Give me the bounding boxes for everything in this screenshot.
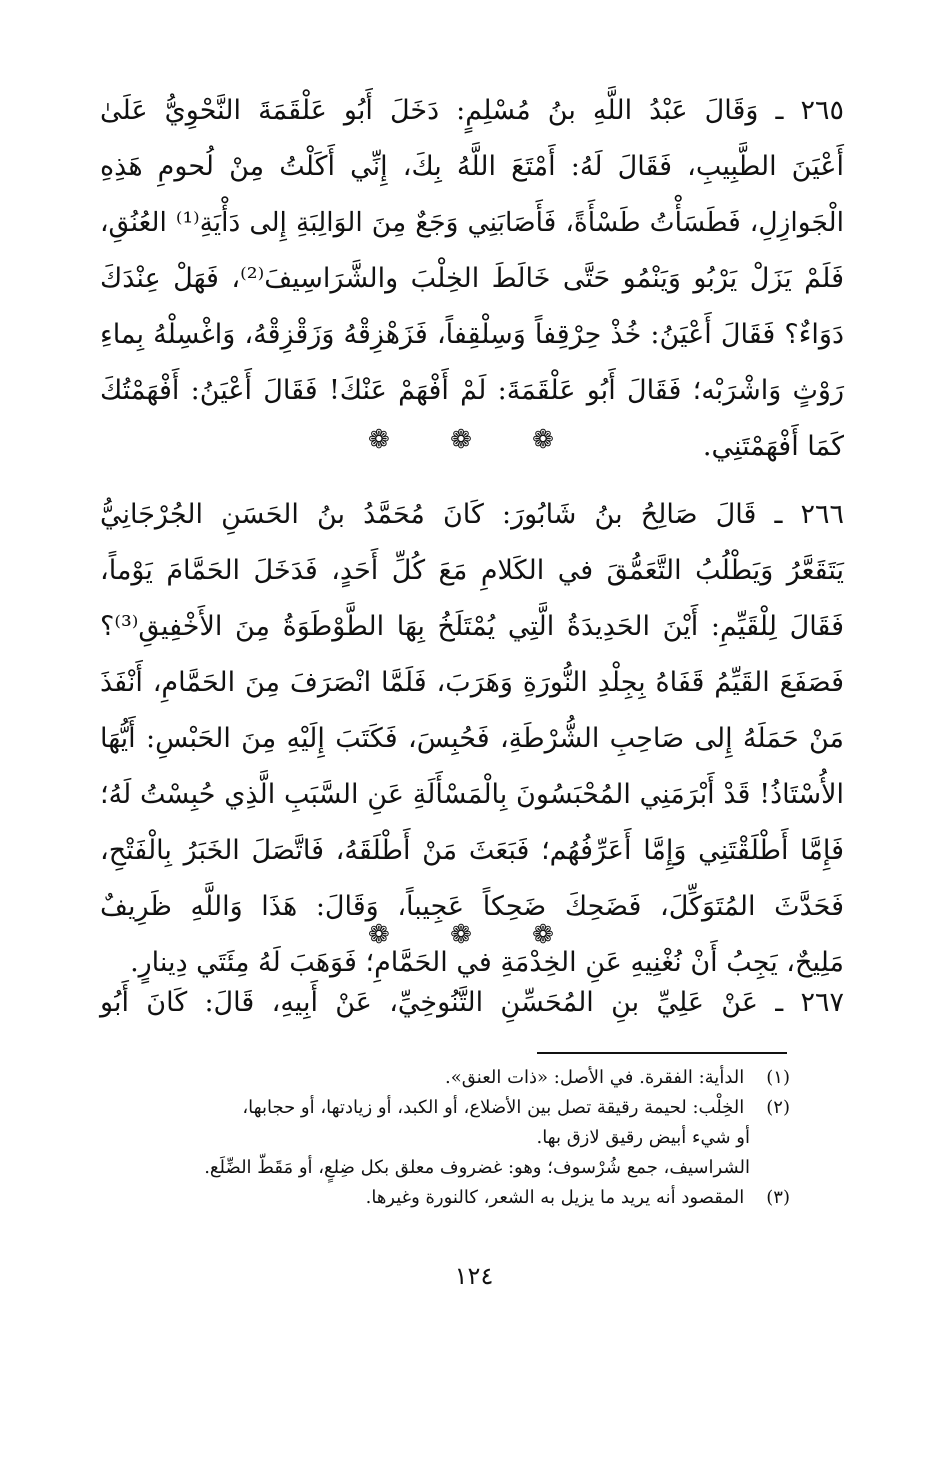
- footnote-text: الخِلْب: لحيمة رقيقة تصل بين الأضلاع، أو الكبد، أو زيادتها، أو حجابها،: [242, 1097, 745, 1118]
- footnote-2: [100, 1093, 790, 1123]
- text-line: فَقَالَ لِلْقَيِّمِ: أَيْنَ الحَدِيدَةُ الَّتِي يُمْتَلَخُ بِهَا الطَّوْطَوَةُ مِنَ الأَخْفِيقِ⁽³⁾؟: [100, 611, 844, 642]
- text-line: دَوَاءٌ؟ فَقَالَ أَعْيَنُ: خُذْ حِرْقِفاً وَسِلْقِفاً، فَزَهْزِقْهُ وَزَقْزِقْهُ، وَاغْسِلْهُ بِماءِ: [100, 319, 844, 350]
- entry-266: [100, 487, 844, 991]
- text-line: أَعْيَنَ الطَّبِيبِ، فَقَالَ لَهُ: أَمْتَعَ اللَّهُ بِكَ، إِنِّي أَكَلْتُ مِنْ لُحومِ هَذِهِ: [100, 151, 844, 182]
- footnote-text: الدأية: الفقرة. في الأصل: «ذات العنق».: [445, 1067, 745, 1088]
- footnotes: [100, 1063, 790, 1213]
- text-line: فَحَدَّثَ المُتَوَكِّلَ، فَضَحِكَ ضَحِكاً عَجِيباً، وَقَالَ: هَذَا وَاللَّهِ ظَرِيفٌ: [100, 891, 844, 922]
- text-line: ٢٦٦ ـ قَالَ صَالِحُ بنُ شَابُورَ: كَانَ مُحَمَّدُ بنُ الحَسَنِ الجُرْجَانِيُّ: [100, 499, 844, 530]
- entry-267: [100, 975, 844, 1031]
- footnote-3: [100, 1183, 790, 1213]
- entry-265: [100, 83, 844, 475]
- text-line: الْجَوازِلِ، فَطَسَأْتُ طَسْأَةً، فَأَصَابَنِي وَجَعٌ مِنَ الوَالِبَةِ إِلى دَأْيَةِ⁽¹⁾ العُنُقِ،: [100, 207, 844, 238]
- text-line: ٢٦٥ ـ وَقَالَ عَبْدُ اللَّهِ بنُ مُسْلِمٍ: دَخَلَ أَبُو عَلْقَمَةَ النَّحْوِيُّ عَلَىٰ: [100, 95, 844, 126]
- text-line: ٢٦٧ ـ عَنْ عَلِيِّ بنِ المُحَسِّنِ التَّنُوخِيِّ، عَنْ أَبِيهِ، قَالَ: كَانَ أَبُو: [100, 987, 844, 1018]
- section-separator: ❁ ❁ ❁: [368, 425, 580, 455]
- footnote-number: (١): [766, 1067, 790, 1088]
- text-line: فَإِمَّا أَطْلَقْتَنِي وَإِمَّا أَعَرِّفُهُم؛ فَبَعَثَ مَنْ أَطْلَقَهُ، فَاتَّصَلَ الخَبَرُ بِالْفَتْحِ،: [100, 835, 844, 866]
- page-number: ١٢٤: [454, 1262, 494, 1290]
- text-line: رَوْثٍ وَاشْرَبْه؛ فَقَالَ أَبُو عَلْقَمَةَ: لَمْ أَفْهَمْ عَنْكَ! فَقَالَ أَعْيَنُ: أَفْهَمْتُكَ: [100, 375, 844, 406]
- footnote-2-continued: [100, 1123, 790, 1153]
- text-line: يَتَقَعَّرُ وَيَطْلُبُ التَّعَمُّقَ في الكَلامِ مَعَ كُلِّ أَحَدٍ، فَدَخَلَ الحَمَّامَ يَوْماً،: [100, 555, 844, 586]
- footnote-1: [100, 1063, 790, 1093]
- text-line: مَنْ حَمَلَهُ إِلى صَاحِبِ الشُّرْطَةِ، فَحُبِسَ، فَكَتَبَ إِلَيْهِ مِنَ الحَبْسِ: أَيُّهَا: [100, 723, 844, 754]
- footnote-2-extra: [100, 1153, 790, 1183]
- footnote-text: المقصود أنه يريد ما يزيل به الشعر، كالنورة وغيرها.: [365, 1187, 745, 1208]
- text-line: فَصَفَعَ القَيِّمُ قَفَاهُ بِجِلْدِ النُّورَةِ وَهَرَبَ، فَلَمَّا انْصَرَفَ مِنَ الحَمَّامِ، أَنْفَذَ: [100, 667, 844, 698]
- footnote-number: (٢): [766, 1097, 790, 1118]
- text-line: كَمَا أَفْهَمْتَنِي.: [702, 431, 844, 462]
- footnote-rule: [537, 1052, 787, 1054]
- footnote-text: أو شيء أبيض رقيق لازق بها.: [536, 1127, 750, 1148]
- footnote-number: (٣): [766, 1187, 790, 1208]
- footnote-text: الشراسيف، جمع شُرْسوف؛ وهو: غضروف معلق بكل ضِلعٍ، أو مَقَطّ الضِّلَع.: [204, 1157, 750, 1178]
- text-line: الأُسْتَاذُ! قَدْ أَبْرَمَنِي المُحْبَسُونَ بِالْمَسْأَلَةِ عَنِ السَّبَبِ الَّذِي حُبِسْتُ لَهُ؛: [100, 779, 844, 810]
- text-line: مَلِيحٌ، يَجِبُ أَنْ نُغْنِيهِ عَنِ الخِدْمَةِ في الحَمَّامِ؛ فَوَهَبَ لَهُ مِئَتَي دِينارٍ.: [130, 947, 844, 978]
- section-separator: ❁ ❁ ❁: [368, 920, 580, 950]
- text-line: فَلَمْ يَزَلْ يَرْبُو وَيَنْمُو حَتَّى خَالَطَ الخِلْبَ والشَّرَاسِيفَ⁽²⁾، فَهَلْ عِنْدَكَ: [100, 263, 844, 294]
